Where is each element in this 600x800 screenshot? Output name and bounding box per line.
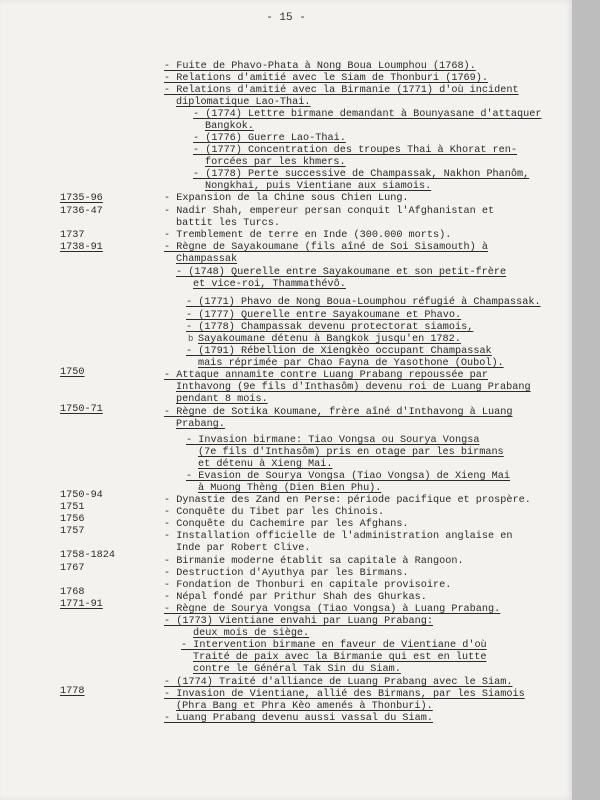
date-label: 1738-91 [60,242,103,253]
entry-line: - (1774) Lettre birmane demandant à Bounyasane d'attaquer [193,109,542,120]
date-label: 1750-94 [60,490,103,501]
entry-line: pendant 8 mois. [176,394,268,405]
entry-line: - Relations d'amitié avec le Siam de Thonburi (1769). [164,73,489,84]
entry-line: - (1771) Phavo de Nong Boua-Loumphou réfugié à Champassak. [186,297,541,308]
date-label: 1758-1824 [60,550,116,561]
entry-line: Prabang. [176,419,225,430]
entry-line: - Luang Prabang devenu aussi vassal du Siam. [164,713,433,724]
date-label: 1757 [60,526,85,537]
date-label: 1735-96 [60,193,103,204]
entry-line: - (1791) Rébellion de Xiengkèo occupant Champassak [186,346,492,357]
entry-line: deux mois de siège. [193,628,310,639]
entry-line: - Installation officielle de l'administration anglaise en [164,531,513,542]
entry-line: - (1778) Perte successive de Champassak, Nakhon Phanôm, [193,169,530,180]
date-label: 1756 [60,514,85,525]
entry-line: - Dynastie des Zand en Perse: période pacifique et prospère. [164,495,531,506]
entry-line: - Fondation de Thonburi en capitale provisoire. [164,580,452,591]
entry-line: - Conquête du Cachemire par les Afghans. [164,519,409,530]
date-label: 1737 [60,230,85,241]
entry-line: - Expansion de la Chine sous Chien Lung. [164,193,409,204]
date-label: 1751 [60,502,85,513]
entry-line: diplomatique Lao-Thai. [176,97,311,108]
entry-line: - (1776) Guerre Lao-Thai. [193,133,346,144]
entry-line: (Phra Bang et Phra Kèo amenés à Thonburi). [176,701,433,712]
entry-line: - (1773) Vientiane envahi par Luang Prabang: [164,616,433,627]
entry-line: Inde par Robert Clive. [176,543,311,554]
entry-line: - Népal fondé par Prithur Shah des Ghurkas. [164,592,427,603]
entry-line: Champassak [176,254,238,265]
entry-line: Traité de paix avec la Birmanie qui est en lutte [193,652,487,663]
entry-line: - Nadir Shah, empereur persan conquit l'Afghanistan et [164,206,495,217]
entry-line: - Evasion de Sourya Vongsa (Tiao Vongsa) de Xieng Mai [186,471,511,482]
entry-line: - Règne de Sotika Koumane, frère aîné d'Inthavong à Luang [164,407,513,418]
margin-mark: b [188,334,194,344]
entry-line: mais réprimée par Chao Fayna de Yasothone (Oubol). [198,358,504,369]
entry-line: - (1777) Querelle entre Sayakoumane et Phavo. [186,310,462,321]
entry-line: - Règne de Sourya Vongsa (Tiao Vongsa) à Luang Prabang. [164,604,501,615]
date-label: 1768 [60,587,85,598]
entry-line: forcées par les khmers. [205,157,346,168]
entry-line: - Règne de Sayakoumane (fils aîné de Soi Sisamouth) à [164,242,489,253]
entry-line: battit les Turcs. [176,218,280,229]
entry-line: et vice-roi, Thammathévô. [193,279,346,290]
entry-line: (7e fils d'Inthasôm) pris en otage par les birmans [198,447,504,458]
entry-line: et détenu à Xieng Mai. [198,459,333,470]
entry-line: - Destruction d'Ayuthya par les Birmans. [164,568,409,579]
entry-line: - (1778) Champassak devenu protectorat siamois, [186,322,474,333]
entry-line: - (1777) Concentration des troupes Thai à Khorat ren- [193,145,518,156]
entry-line: - (1748) Querelle entre Sayakoumane et son petit-frère [176,267,507,278]
entry-line: - Conquête du Tibet par les Chinois. [164,507,385,518]
date-label: 1771-91 [60,599,103,610]
entry-line: Inthavong (9e fils d'Inthasôm) devenu roi de Luang Prabang [176,382,531,393]
entry-line: - (1774) Traité d'alliance de Luang Prabang avec le Siam. [164,677,513,688]
entry-line: Bangkok. [205,121,254,132]
entry-line: à Muong Thèng (Dien Bien Phu). [198,483,382,494]
entry-line: - Relations d'amitié avec la Birmanie (1771) d'où incident [164,85,519,96]
entry-line: contre le Général Tak Sin du Siam. [193,664,401,675]
entry-line: Sayakoumane détenu à Bangkok jusqu'en 1782. [198,334,461,345]
entry-line: - Invasion birmane: Tiao Vongsa ou Sourya Vongsa [186,435,480,446]
entry-line: - Intervention birmane en faveur de Vientiane d'où [181,640,487,651]
date-label: 1767 [60,563,85,574]
entry-line: - Fuite de Phavo-Phata à Nong Boua Loumphou (1768). [164,61,476,72]
entry-line: - Tremblement de terre en Inde (300.000 morts). [164,230,452,241]
entry-line: - Invasion de Vientiane, allié des Birmans, par les Siamois [164,689,525,700]
date-label: 1750 [60,367,85,378]
date-label: 1778 [60,686,85,697]
date-label: 1736-47 [60,206,103,217]
date-label: 1750-71 [60,404,103,415]
entry-line: Nongkhai, puis Vientiane aux siamois. [205,181,432,192]
entry-line: - Birmanie moderne établit sa capitale à Rangoon. [164,556,464,567]
entry-line: - Attaque annamite contre Luang Prabang repoussée par [164,370,489,381]
page-number: - 15 - [266,12,306,24]
